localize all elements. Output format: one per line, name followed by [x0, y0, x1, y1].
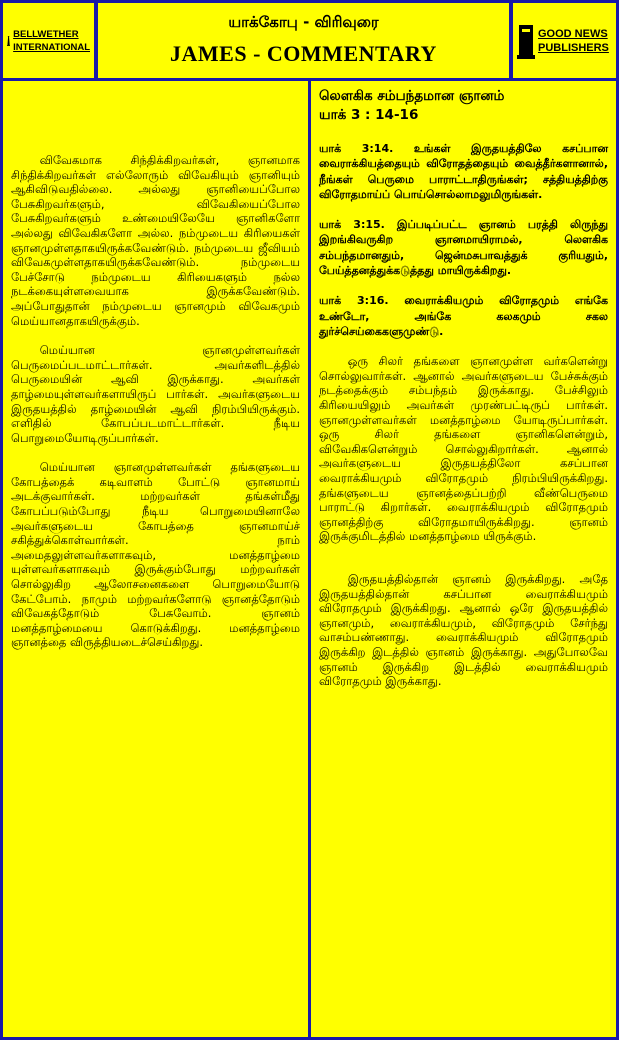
verse-3-14: யாக் 3:14. உங்கள் இருதயத்திலே கசப்பான வைராக்கியத்தையும் விரோதத்தையும் வைத்தீர்களானால், நீங்கள் பெருமை பாராட்டாதிருங்கள்; சத்தியத்திற்கு விரோதமாய்ப் பொய்சொல்லாமலுமிருங்கள்.	[319, 142, 608, 201]
left-paragraph-1: விவேகமாக சிந்திக்கிறவர்கள், ஞானமாக சிந்திக்கிறவர்கள் எல்லோரும் விவேகியும் ஞானியும் ஆகிவிடுவதில்லை. அல்லது ஞானியைப்போல பேசுகிறவர்களும், விவேகியைப்போல பேசுகிறவர்களும் உண்மையிலேயே ஞானிகளோ அல்லது விவேகிகளோ அல்ல. நம்முடைய கிரியைகள் ஞானமுள்ளதாகயிருக்கவேண்டும். நம்முடைய ஜீவியம் விவேகமுள்ளதாகயிருக்கவேண்டும். நம்முடைய பேச்சோடு நம்முடைய கிரியைகளும் நல்ல நடக்கையுள்ளவையாக இருக்கவேண்டும். அப்போதுதான் நம்முடைய ஞானமும் விவேகமும் மெய்யானதாகயிருக்கும்.	[11, 153, 300, 328]
left-column	[3, 81, 308, 1037]
tamil-title: யாக்கோபு - விரிவுரை	[228, 13, 379, 31]
book-icon	[517, 21, 535, 61]
logo-right-line1: GOOD NEWS	[538, 27, 608, 40]
logo-right-text	[538, 27, 609, 55]
lighthouse-icon	[7, 19, 10, 63]
logo-left-line2: INTERNATIONAL	[13, 41, 90, 53]
english-title: JAMES - COMMENTARY	[170, 41, 437, 66]
logo-right-line2: PUBLISHERS	[538, 41, 609, 54]
logo-left-text	[13, 28, 90, 54]
section-title-line2: யாக் 3 : 14-16	[319, 107, 419, 123]
logo-left-line1: BELLWETHER	[13, 28, 79, 40]
left-paragraph-3: மெய்யான ஞானமுள்ளவர்கள் தங்களுடைய கோபத்தைக் கடிவாளம் போட்டு ஞானமாய் அடக்குவார்கள். மற்றவர்கள் தங்கள்மீது கோபப்படும்போது நீடிய பொறுமையினாலே அவர்களுடைய கோபத்தை ஞானமாய்ச் சகித்துக்கொள்வார்கள். நாம் அமைதலுள்ளவர்களாகவும், மனத்தாழ்மை யுள்ளவர்களாகவும் இருக்கும்போது மற்றவர்கள் சொல்லுகிற ஆலோசனைகளை பொறுமையோடு கேட்போம். நாமும் மற்றவர்களோடு ஞானத்தோடும் விவேகத்தோடும் பேசுவோம். ஞானம் மனத்தாழ்மையை கொடுக்கிறது. மனத்தாழ்மை ஞானத்தை விருத்தியடைச்செய்கிறது.	[11, 460, 300, 650]
left-paragraph-2: மெய்யான ஞானமுள்ளவர்கள் பெருமைப்படமாட்டார்கள். அவர்களிடத்தில் பெருமையின் ஆவி இருக்காது. அவர்கள் தாழ்மையுள்ளவர்களாயிருப் பார்கள். அவர்களுடைய இருதயத்தில் தாழ்மையின் ஆவி நிரம்பியிருக்கும். எளிதில் கோபப்படமாட்டார்கள். நீடிய பொறுமையோடிருப்பார்கள்.	[11, 343, 300, 445]
verse-3-15: யாக் 3:15. இப்படிப்பட்ட ஞானம் பரத்தி லிருந்து இறங்கிவருகிற ஞானமாயிராமல், லௌகிக சம்பந்தமானதும், ஜென்மசுபாவத்துக் குரியதும், பேய்த்தனத்துக்கடுத்தது மாயிருக்கிறது.	[319, 218, 608, 278]
verse-3-16: யாக் 3:16. வைராக்கியமும் விரோதமும் எங்கே உண்டோ, அங்கே கலகமும் சகல துர்ச்செய்கைகளுமுண்டு.	[319, 294, 608, 338]
publisher-logo-right	[513, 3, 616, 78]
right-paragraph-2: இருதயத்தில்தான் ஞானம் இருக்கிறது. அதே இருதயத்தில்தான் கசப்பான வைராக்கியமும் விரோதமும் இருக்கிறது. ஆனால் ஒரே இருதயத்தில் ஞானமும், வைராக்கியமும், விரோதமும் சேர்ந்து வாசம்பண்ணாது. வைராக்கியமும் விரோதமும் இருக்கிற இடத்தில் ஞானம் இருக்காது. அதுபோலவே ஞானம் இருக்கிற இடத்தில் வைராக்கியமும் விரோதமும் இருக்காது.	[319, 571, 608, 689]
section-title	[319, 87, 608, 125]
right-paragraph-1: ஒரு சிலர் தங்களை ஞானமுள்ள வர்களென்று சொல்லுவார்கள். ஆனால் அவர்களுடைய பேச்சுக்கும் நடத்தைக்கும் சம்பந்தம் இருக்காது. பேச்சிலும் கிரியையிலும் அவர்கள் முரண்பட்டிருப் பார்கள். ஞானமுள்ளவர்கள் மனத்தாழ்மை யோடிருப்பார்கள். ஒரு சிலர் தங்களை ஞானிகளென்றும், விவேகிகளென்றும் சொல்லுகிறார்கள். ஆனால் அவர்களுடைய இருதயத்திலோ கசப்பான வைராக்கியமும் விரோதமும் நிரம்பியிருக்கிறது. தங்களுடைய ஞானத்தைப்பற்றி வீண்பெருமை பாராட்டு கிறார்கள். வைராக்கியமும் விரோதமும் ஞானத்திற்கு விரோதமாயிருக்கிறது. ஞானம் இருக்குமிடத்தில் மனத்தாழ்மை யிருக்கும்.	[319, 354, 608, 544]
section-title-line1: லௌகிக சம்பந்தமான ஞானம்	[319, 88, 505, 104]
publisher-logo-left	[3, 3, 94, 78]
right-column	[311, 81, 616, 1037]
title-box	[98, 3, 509, 78]
